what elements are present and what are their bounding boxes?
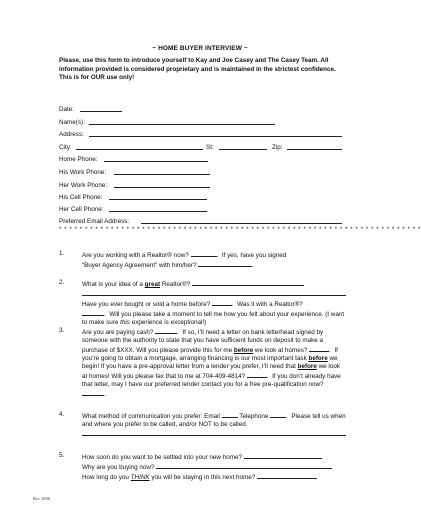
q5-line-a: How soon do you want to be settled into your new home? <box>82 454 242 461</box>
email-label: Preferred Email Address: <box>59 218 129 225</box>
home-phone-input-line[interactable] <box>104 161 208 162</box>
q2-realtor-blank[interactable] <box>82 309 104 316</box>
q3-before-word-1: before <box>233 347 254 354</box>
q1-realtor-blank[interactable] <box>191 250 217 257</box>
date-input-line[interactable] <box>80 111 122 112</box>
q2-idea-blank-2[interactable] <box>82 289 346 296</box>
q5-line-b: Why are you buying now? <box>82 464 155 471</box>
his-work-phone-label: His Work Phone: <box>59 169 107 176</box>
q2-great-word: great <box>144 281 161 288</box>
q3-fax-blank[interactable] <box>247 371 267 378</box>
q1-agreement-blank[interactable] <box>198 260 252 267</box>
q5-staying-blank[interactable] <box>257 472 317 479</box>
q3-letter-blank[interactable] <box>309 345 329 352</box>
q5-line-c: How long do you <box>82 474 129 481</box>
q2-line-b: Realtor®? <box>161 281 191 288</box>
names-input-line[interactable] <box>89 124 275 125</box>
q5-why-blank[interactable] <box>156 462 332 469</box>
state-label: St: <box>206 144 214 151</box>
q4-line-b: Telephone <box>239 413 269 420</box>
zip-label: Zip: <box>272 144 283 151</box>
q3-line-e: we begin! If you have a pre-approval letter from a lender you prefer, I’ll need that <box>82 355 338 370</box>
q2-number: 2. <box>59 279 65 286</box>
q3-line-b: If so, I’ll need a letter on bank letterhead signed by someone with the authority to state that you have sufficient funds on deposit to make a purchase of $XXX. Will you please provide this for me <box>82 329 324 354</box>
q3-before-word-2: before <box>308 355 328 362</box>
q3-line-d: If you’re going to obtain a mortgage, arranging financing is our most important task <box>82 347 338 362</box>
q4-answer-blank[interactable] <box>82 429 346 436</box>
q1-number: 1. <box>59 250 65 257</box>
his-cell-phone-input-line[interactable] <box>109 199 207 200</box>
city-input-line[interactable] <box>76 149 203 150</box>
q4-email-blank[interactable] <box>222 411 238 418</box>
q2-line-e: Will you please take a moment to tell me how you felt about your experience. (I want to make sure <box>82 311 345 326</box>
his-work-phone-input-line[interactable] <box>114 174 210 175</box>
q4-text: What method of communication you prefer: Email Telephone . Please tell us when and where you prefer to be called, and/or NOT to be called. <box>82 411 346 439</box>
q2-idea-blank[interactable] <box>192 279 304 286</box>
q3-before-word-3: before <box>297 363 317 370</box>
her-cell-phone-input-line[interactable] <box>109 211 207 212</box>
his-cell-phone-label: His Cell Phone: <box>59 194 103 201</box>
q5-number: 5. <box>59 452 65 459</box>
date-label: Date: <box>59 106 75 113</box>
q4-telephone-blank[interactable] <box>270 411 286 418</box>
q3-cash-blank[interactable] <box>155 327 177 334</box>
star-divider: * * * * * * * * * * * * * * * * * * * * * * * * * * * * * * * * * * * * * * * * * * * * * * * * * * * * * * * * * * * * * * * * * * * * * * <box>59 227 421 233</box>
q3-line-a: Are you are paying cash? <box>82 329 154 336</box>
q2-line-c: Have you ever bought or sold a home before? <box>82 301 211 308</box>
q1-line-b: If yes, have you signed <box>221 252 287 259</box>
q2-this-word: this <box>120 319 130 326</box>
home-phone-label: Home Phone: <box>59 156 98 163</box>
address-input-line[interactable] <box>89 136 342 137</box>
q2-line-a: What is your idea of a <box>82 281 143 288</box>
her-work-phone-label: Her Work Phone: <box>59 182 108 189</box>
q5-settled-blank[interactable] <box>244 452 322 459</box>
q1-line-a: Are you working with a Realtor® now? <box>82 252 189 259</box>
q2-text: What is your idea of a great Realtor®? Have you ever bought or sold a home before? . Was it with a Realtor®? . Will you please take a moment to tell me how you felt about your experience. (I want to make sure this experience is exceptional!) <box>82 281 345 326</box>
her-cell-phone-label: Her Cell Phone: <box>59 206 104 213</box>
q3-line-c: we look at homes? <box>254 347 308 354</box>
q5-text <box>82 452 346 482</box>
q4-line-c: Please tell us when and where you prefer to be called, and/or NOT to be called. <box>82 413 346 428</box>
email-input-line[interactable] <box>141 223 342 224</box>
q2-bought-blank[interactable] <box>212 299 232 306</box>
city-label: City: <box>59 144 72 151</box>
zip-input-line[interactable] <box>287 149 342 150</box>
q1-line-c: “Buyer Agency Agreement” with him/her? <box>82 262 197 269</box>
q5-line-d: you will be staying in this next home? <box>151 474 256 481</box>
q3-text: Are you are paying cash? . If so, I’ll need a letter on bank letterhead signed by someone with the authority to state that you have sufficient funds on deposit to make a purchase of $XXX. Will you please provide this for me before we look at homes? . If you’re going to obtain a mortgage, arranging financing is our most important task before we begin! If you have a pre-approval letter from a lender you prefer, I’ll need that before we look at homes! Will you please fax that to me at 704-409-4814? . If you don’t already have that letter, may I have our preferred lender contact you for a free pre-qualification now? . <box>82 329 341 398</box>
her-work-phone-input-line[interactable] <box>114 187 210 188</box>
q2-line-f: experience is exceptional!) <box>131 319 207 326</box>
names-label: Name(s): <box>59 119 85 126</box>
q3-line-f: we look at homes! Will you please fax that to me at 704-409-4814? <box>82 363 340 380</box>
q1-text: Are you working with a Realtor® now? . If yes, have you signed “Buyer Agency Agreement” with him/her? . <box>82 252 287 269</box>
intro-paragraph: Please, use this form to introduce yourself to Kay and Joe Casey and The Casey Team. All information provided is considered proprietary and is maintained in the strictest confidence. This is for OUR use only! <box>59 57 336 81</box>
q3-line-g: If you don’t already have that letter, may I have our preferred lender contact you for a free pre-qualification now? <box>82 373 341 388</box>
q2-line-d: Was it with a Realtor®? <box>237 301 303 308</box>
address-label: Address: <box>59 131 84 138</box>
q3-number: 3. <box>59 327 65 334</box>
q3-prequal-blank[interactable] <box>82 389 104 396</box>
state-input-line[interactable] <box>219 149 267 150</box>
q4-number: 4. <box>59 411 65 418</box>
q5-think-word: THINK <box>130 474 150 481</box>
revision-footer: Rev. 10/06 <box>33 496 51 501</box>
q4-line-a: What method of communication you prefer: Email <box>82 413 220 420</box>
form-title: ~ HOME BUYER INTERVIEW ~ <box>152 45 248 52</box>
